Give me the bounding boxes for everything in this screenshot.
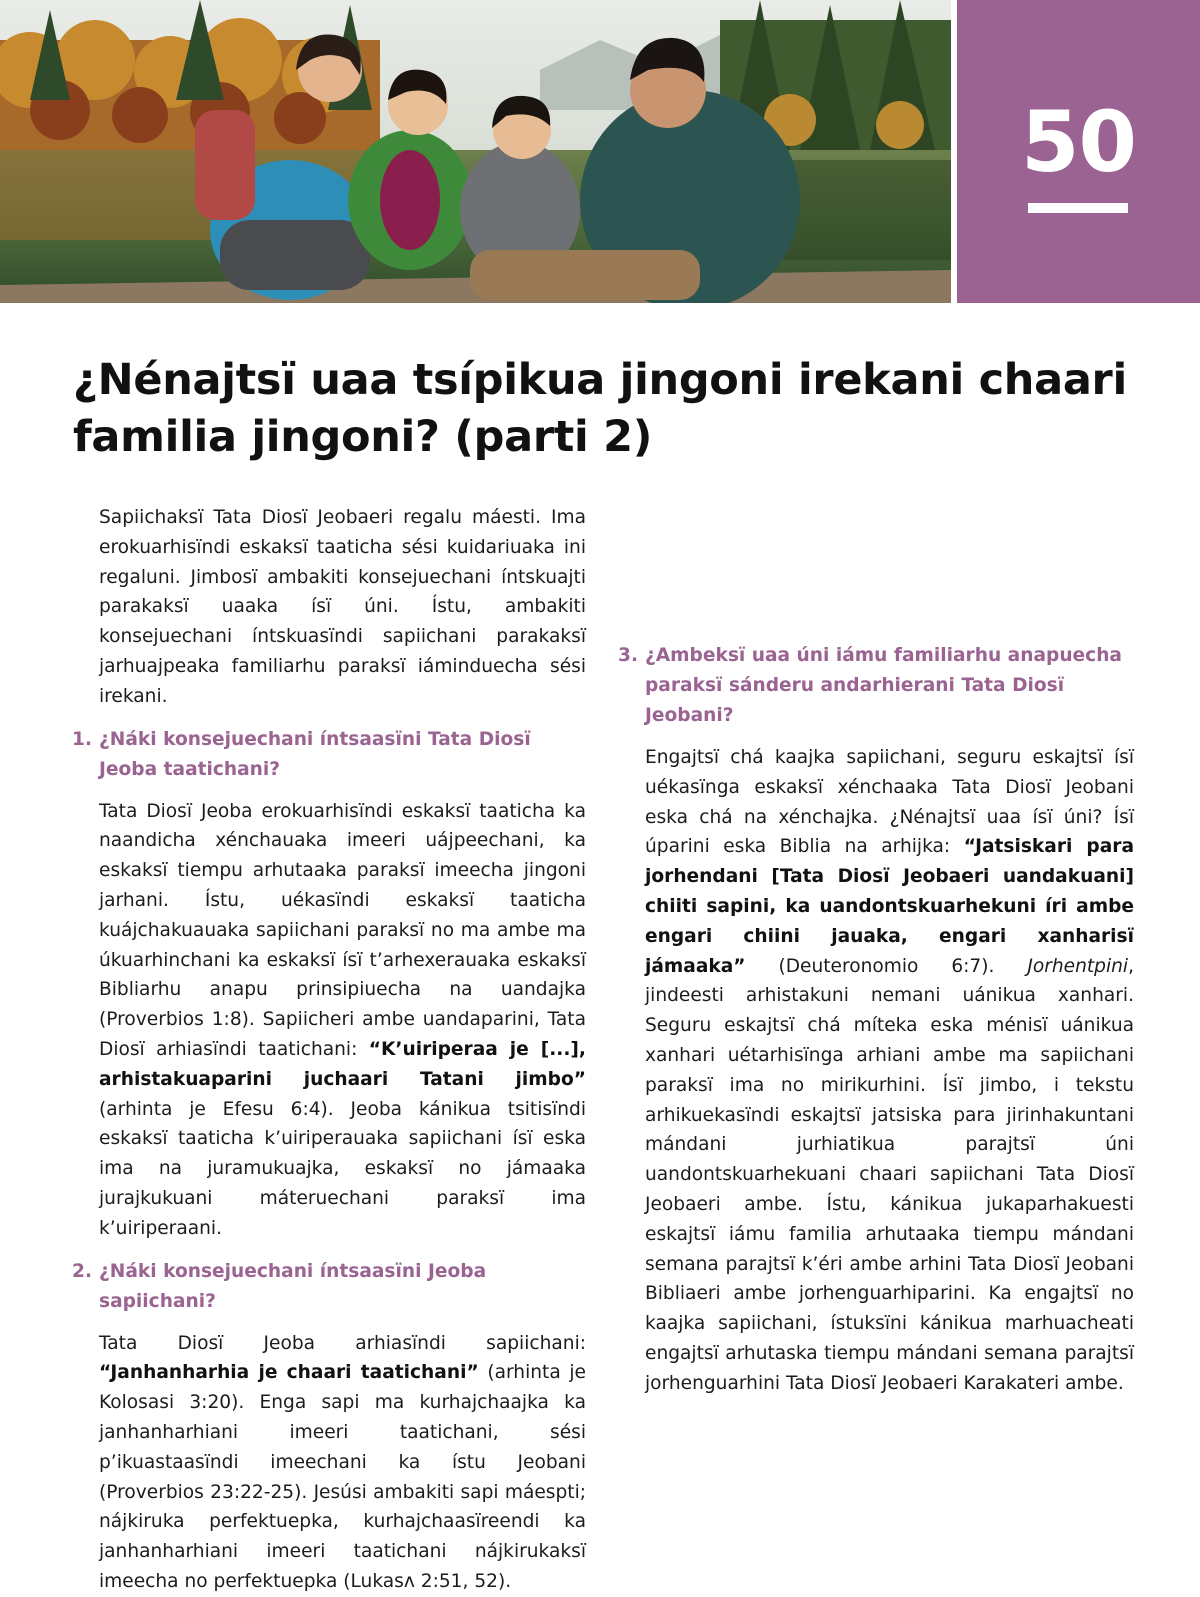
question-3-number: 3.	[618, 645, 639, 666]
page-title: ¿Nénajtsï uaa tsípikua jingoni irekani chaari familia jingoni? (parti 2)	[73, 355, 1127, 462]
lesson-number: 50	[1021, 93, 1136, 191]
question-3	[618, 641, 1134, 731]
question-2-number: 2.	[72, 1260, 93, 1282]
answer-2-quote: “Janhanharhia je chaari taatichani”	[99, 1362, 479, 1384]
question-2-text: ¿Náki konsejuechani íntsaasïni Jeoba sapiichani?	[99, 1260, 487, 1312]
hero-photo	[0, 0, 951, 303]
answer-3-emphasis: Jorhentpini	[1027, 955, 1129, 977]
answer-3-text-a: Engajtsï chá kaajka sapiichani, seguru eskajtsï ísï uékasïnga eskaksï xénchaaka Tata Diosï Jeobani eska chá na xénchajka. ¿Nénajtsï uaa ísï úni? Ísï úparini eska Biblia na arhijka:	[645, 747, 1134, 858]
answer-2-paragraph	[99, 1329, 586, 1597]
answer-1-text-b: (arhinta je Efesu 6:4). Jeoba kánikua tsitisïndi eskaksï taaticha k’uiriperauaka sapiichani ísï eska ima na juramukuajka, eskaksï no jámaaka jurajkukuani máteruechani paraksï ima k’uiriperaani.	[99, 1098, 586, 1239]
answer-3-text-b: (Deuteronomio 6:7).	[745, 955, 1028, 977]
question-1-number: 1.	[72, 728, 93, 750]
answer-2-text-a: Tata Diosï Jeoba arhiasïndi sapiichani:	[99, 1332, 586, 1354]
question-1	[72, 725, 586, 785]
lesson-number-badge	[957, 0, 1200, 303]
answer-3-text-c: , jindeesti arhistakuni nemani uánikua xanhari. Seguru eskajtsï chá míteka eska ménisï uánikua xanhari uétarhisïnga arhiani ambe ma sapiichani paraksï ima no mirikurhini. Ísï jimbo, i tekstu arhikuekasïndi eskajtsï jatsiska para jirinhakuntani mándani jurhiatikua parajtsï úni uandontskuarhekuani chaari sapiichani Tata Diosï Jeobaeri ambe. Ístu, kánikua jukaparhakuesti eskajtsï iámu familia arhutaaka tiempu mándani semana parajtsï k’éri ambe arhini Tata Diosï Jeobani Bibliaeri ambe jorhenguarhiparini. Ka engajtsï no kaajka sapiichani, ístuksïni kánikua marhuacheati engajtsï arhutaska tiempu mándani semana parajtsï jorhenguarhini Tata Diosï Jeobaeri Karakateri ambe.	[645, 955, 1134, 1394]
answer-1-quote: “K’uiriperaa je [...], arhistakuaparini juchaari Tatani jimbo”	[99, 1038, 586, 1090]
badge-underline	[1028, 203, 1128, 213]
answer-1-paragraph	[99, 797, 586, 1244]
question-3-text: ¿Ambeksï uaa úni iámu familiarhu anapuecha paraksï sánderu andarhierani Tata Diosï Jeobani?	[645, 645, 1122, 726]
answer-1-text-a: Tata Diosï Jeoba erokuarhisïndi eskaksï taaticha ka naandicha xénchauaka imeeri uájpeechani, ka eskaksï tiempu arhutaaka paraksï imeecha jingoni jarhani. Ístu, uékasïndi eskaksï taaticha kuájchakuauaka sapiichani paraksï no ma ambe ma úkuarhinchani ka eskaksï ísï t’arhexerauaka eskaksï Bibliarhu anapu prinsipiuecha na uandajka (Proverbios 1:8). Sapiicheri ambe uandaparini, Tata Diosï arhiasïndi taatichani:	[99, 800, 586, 1060]
question-2	[72, 1257, 586, 1317]
left-column	[72, 503, 586, 1597]
question-1-text: ¿Náki konsejuechani íntsaasïni Tata Diosï Jeoba taatichani?	[99, 728, 531, 780]
answer-3-quote: “Jatsiskari para jorhendani [Tata Diosï Jeobaeri uandakuani] chiiti sapini, ka uandontskuarhekuni íri ambe engari chiini jauaka, engari xanharisï jámaaka”	[645, 836, 1135, 977]
answer-2-text-b: (arhinta je Kolosasi 3:20). Enga sapi ma kurhajchaajka ka janhanharhiani imeeri taatichani, sési p’ikuastaasïndi imeechani ka ístu Jeobani (Proverbios 23:22-25). Jesúsi ambakiti sapi máespti; nájkiruka perfektuepka, kurhajchaasïreendi ka janhanharhiani imeeri taatichani nájkirukaksï imeecha no perfektuepka (Lukasʌ 2:51, 52).	[99, 1362, 586, 1592]
intro-paragraph: Sapiichaksï Tata Diosï Jeobaeri regalu máesti. Ima erokuarhisïndi eskaksï taaticha sési kuidariuaka ini regaluni. Jimbosï ambakiti konsejuechani íntskuajti parakaksï uaaka ísï úni. Ístu, ambakiti konsejuechani íntskuasïndi sapiichani parakaksï jarhuajpeaka familiarhu paraksï iáminduecha sési irekani.	[99, 507, 586, 707]
right-column	[618, 503, 1134, 1399]
answer-3-paragraph	[645, 743, 1134, 1399]
